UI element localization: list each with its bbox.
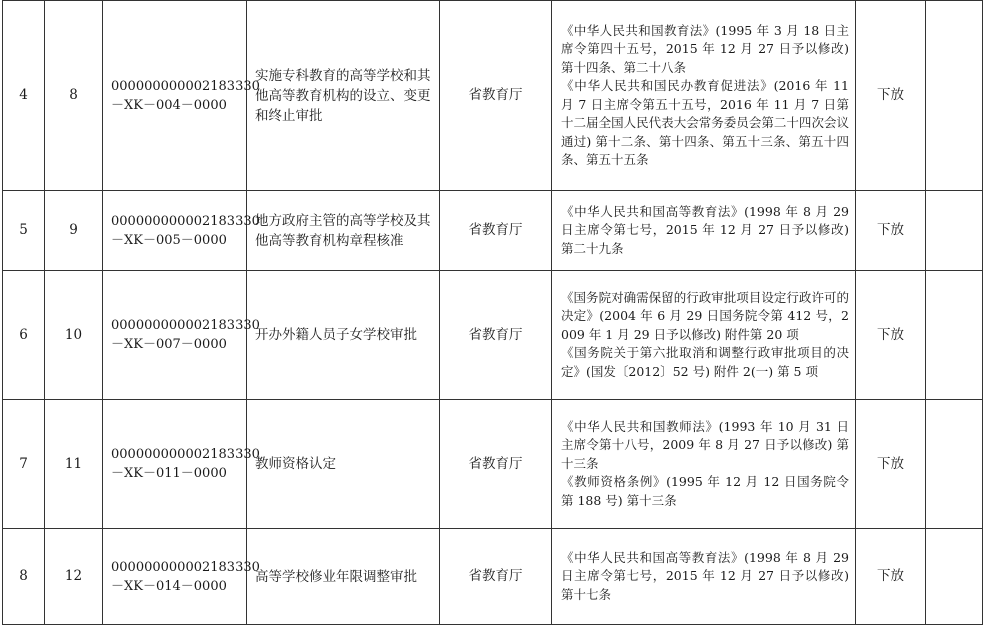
table-row xyxy=(3,271,983,400)
code-cell xyxy=(103,529,260,625)
item-name-cell: 实施专科教育的高等学校和其他高等教育机构的设立、变更和终止审批 xyxy=(247,1,440,191)
code-cell xyxy=(103,271,260,400)
legal-basis-cell xyxy=(552,1,856,191)
item-name-cell: 高等学校修业年限调整审批 xyxy=(247,529,440,625)
code-line: －XK－005－0000 xyxy=(111,232,227,248)
table-row xyxy=(3,191,983,271)
legal-basis-cell xyxy=(552,191,856,271)
number-cell: 10 xyxy=(45,271,103,400)
department-cell: 省教育厅 xyxy=(440,271,552,400)
code-line: 000000000002183330 xyxy=(111,559,260,575)
table-row xyxy=(3,529,983,625)
number-cell: 12 xyxy=(45,529,103,625)
item-name-cell: 教师资格认定 xyxy=(247,400,440,529)
action-cell: 下放 xyxy=(856,529,926,625)
remark-cell xyxy=(926,1,983,191)
legal-basis-cell xyxy=(552,400,856,529)
table-body xyxy=(3,1,983,625)
table-row xyxy=(3,400,983,529)
table-row xyxy=(3,1,983,191)
remark-cell xyxy=(926,191,983,271)
basis-paragraph: 《中华人民共和国教育法》(1995 年 3 月 18 日主席令第四十五号，2015 年 12 月 27 日予以修改) 第十四条、第二十八条 xyxy=(561,22,849,75)
code-line: 000000000002183330 xyxy=(111,447,260,462)
department-cell: 省教育厅 xyxy=(440,191,552,271)
seq-cell: 6 xyxy=(3,271,45,400)
remark-cell xyxy=(926,271,983,400)
action-cell: 下放 xyxy=(856,400,926,529)
remark-cell xyxy=(926,529,983,625)
remark-cell xyxy=(926,400,983,529)
number-cell: 11 xyxy=(45,400,103,529)
code-cell xyxy=(103,400,260,529)
action-cell: 下放 xyxy=(856,1,926,191)
basis-paragraph: 《中华人民共和国教师法》(1993 年 10 月 31 日主席令第十八号，2009 年 8 月 27 日予以修改) 第十三条 xyxy=(561,418,849,471)
seq-cell: 5 xyxy=(3,191,45,271)
number-cell: 9 xyxy=(45,191,103,271)
seq-cell: 4 xyxy=(3,1,45,191)
code-line: 000000000002183330 xyxy=(111,78,260,94)
action-cell: 下放 xyxy=(856,191,926,271)
department-cell: 省教育厅 xyxy=(440,529,552,625)
basis-paragraph: 《国务院对确需保留的行政审批项目设定行政许可的决定》(2004 年 6 月 29 日国务院令第 412 号，2009 年 1 月 29 日予以修改) 附件第 20 项 xyxy=(561,289,849,342)
basis-paragraph: 《教师资格条例》(1995 年 12 月 12 日国务院令第 188 号) 第十三条 xyxy=(561,474,849,508)
code-cell xyxy=(103,1,260,191)
code-line: －XK－014－0000 xyxy=(111,578,227,594)
item-name-cell: 开办外籍人员子女学校审批 xyxy=(247,271,440,400)
legal-basis-cell xyxy=(552,271,856,400)
code-line: 000000000002183330 xyxy=(111,318,260,333)
item-name-cell: 地方政府主管的高等学校及其他高等教育机构章程核准 xyxy=(247,191,440,271)
code-line: －XK－007－0000 xyxy=(111,337,227,352)
seq-cell: 7 xyxy=(3,400,45,529)
code-cell xyxy=(103,191,260,271)
code-line: －XK－004－0000 xyxy=(111,97,227,113)
department-cell: 省教育厅 xyxy=(440,1,552,191)
code-line: －XK－011－0000 xyxy=(111,466,227,481)
seq-cell: 8 xyxy=(3,529,45,625)
department-cell: 省教育厅 xyxy=(440,400,552,529)
legal-basis-cell xyxy=(552,529,856,625)
action-cell: 下放 xyxy=(856,271,926,400)
number-cell: 8 xyxy=(45,1,103,191)
basis-paragraph: 《国务院关于第六批取消和调整行政审批项目的决定》(国发〔2012〕52 号) 附件 2(一) 第 5 项 xyxy=(561,345,849,379)
basis-paragraph: 《中华人民共和国民办教育促进法》(2016 年 11 月 7 日主席令第五十五号，2016 年 11 月 7 日第十二届全国人民代表大会常务委员会第二十四次会议通过) 第十二条、第十四条、第五十三条、第五十四条、第五十五条 xyxy=(561,78,849,167)
approval-items-table xyxy=(2,0,983,625)
basis-paragraph: 《中华人民共和国高等教育法》(1998 年 8 月 29 日主席令第七号，2015 年 12 月 27 日予以修改) 第二十九条 xyxy=(561,203,849,256)
basis-paragraph: 《中华人民共和国高等教育法》(1998 年 8 月 29 日主席令第七号，2015 年 12 月 27 日予以修改) 第十七条 xyxy=(561,549,849,602)
code-line: 000000000002183330 xyxy=(111,213,260,229)
